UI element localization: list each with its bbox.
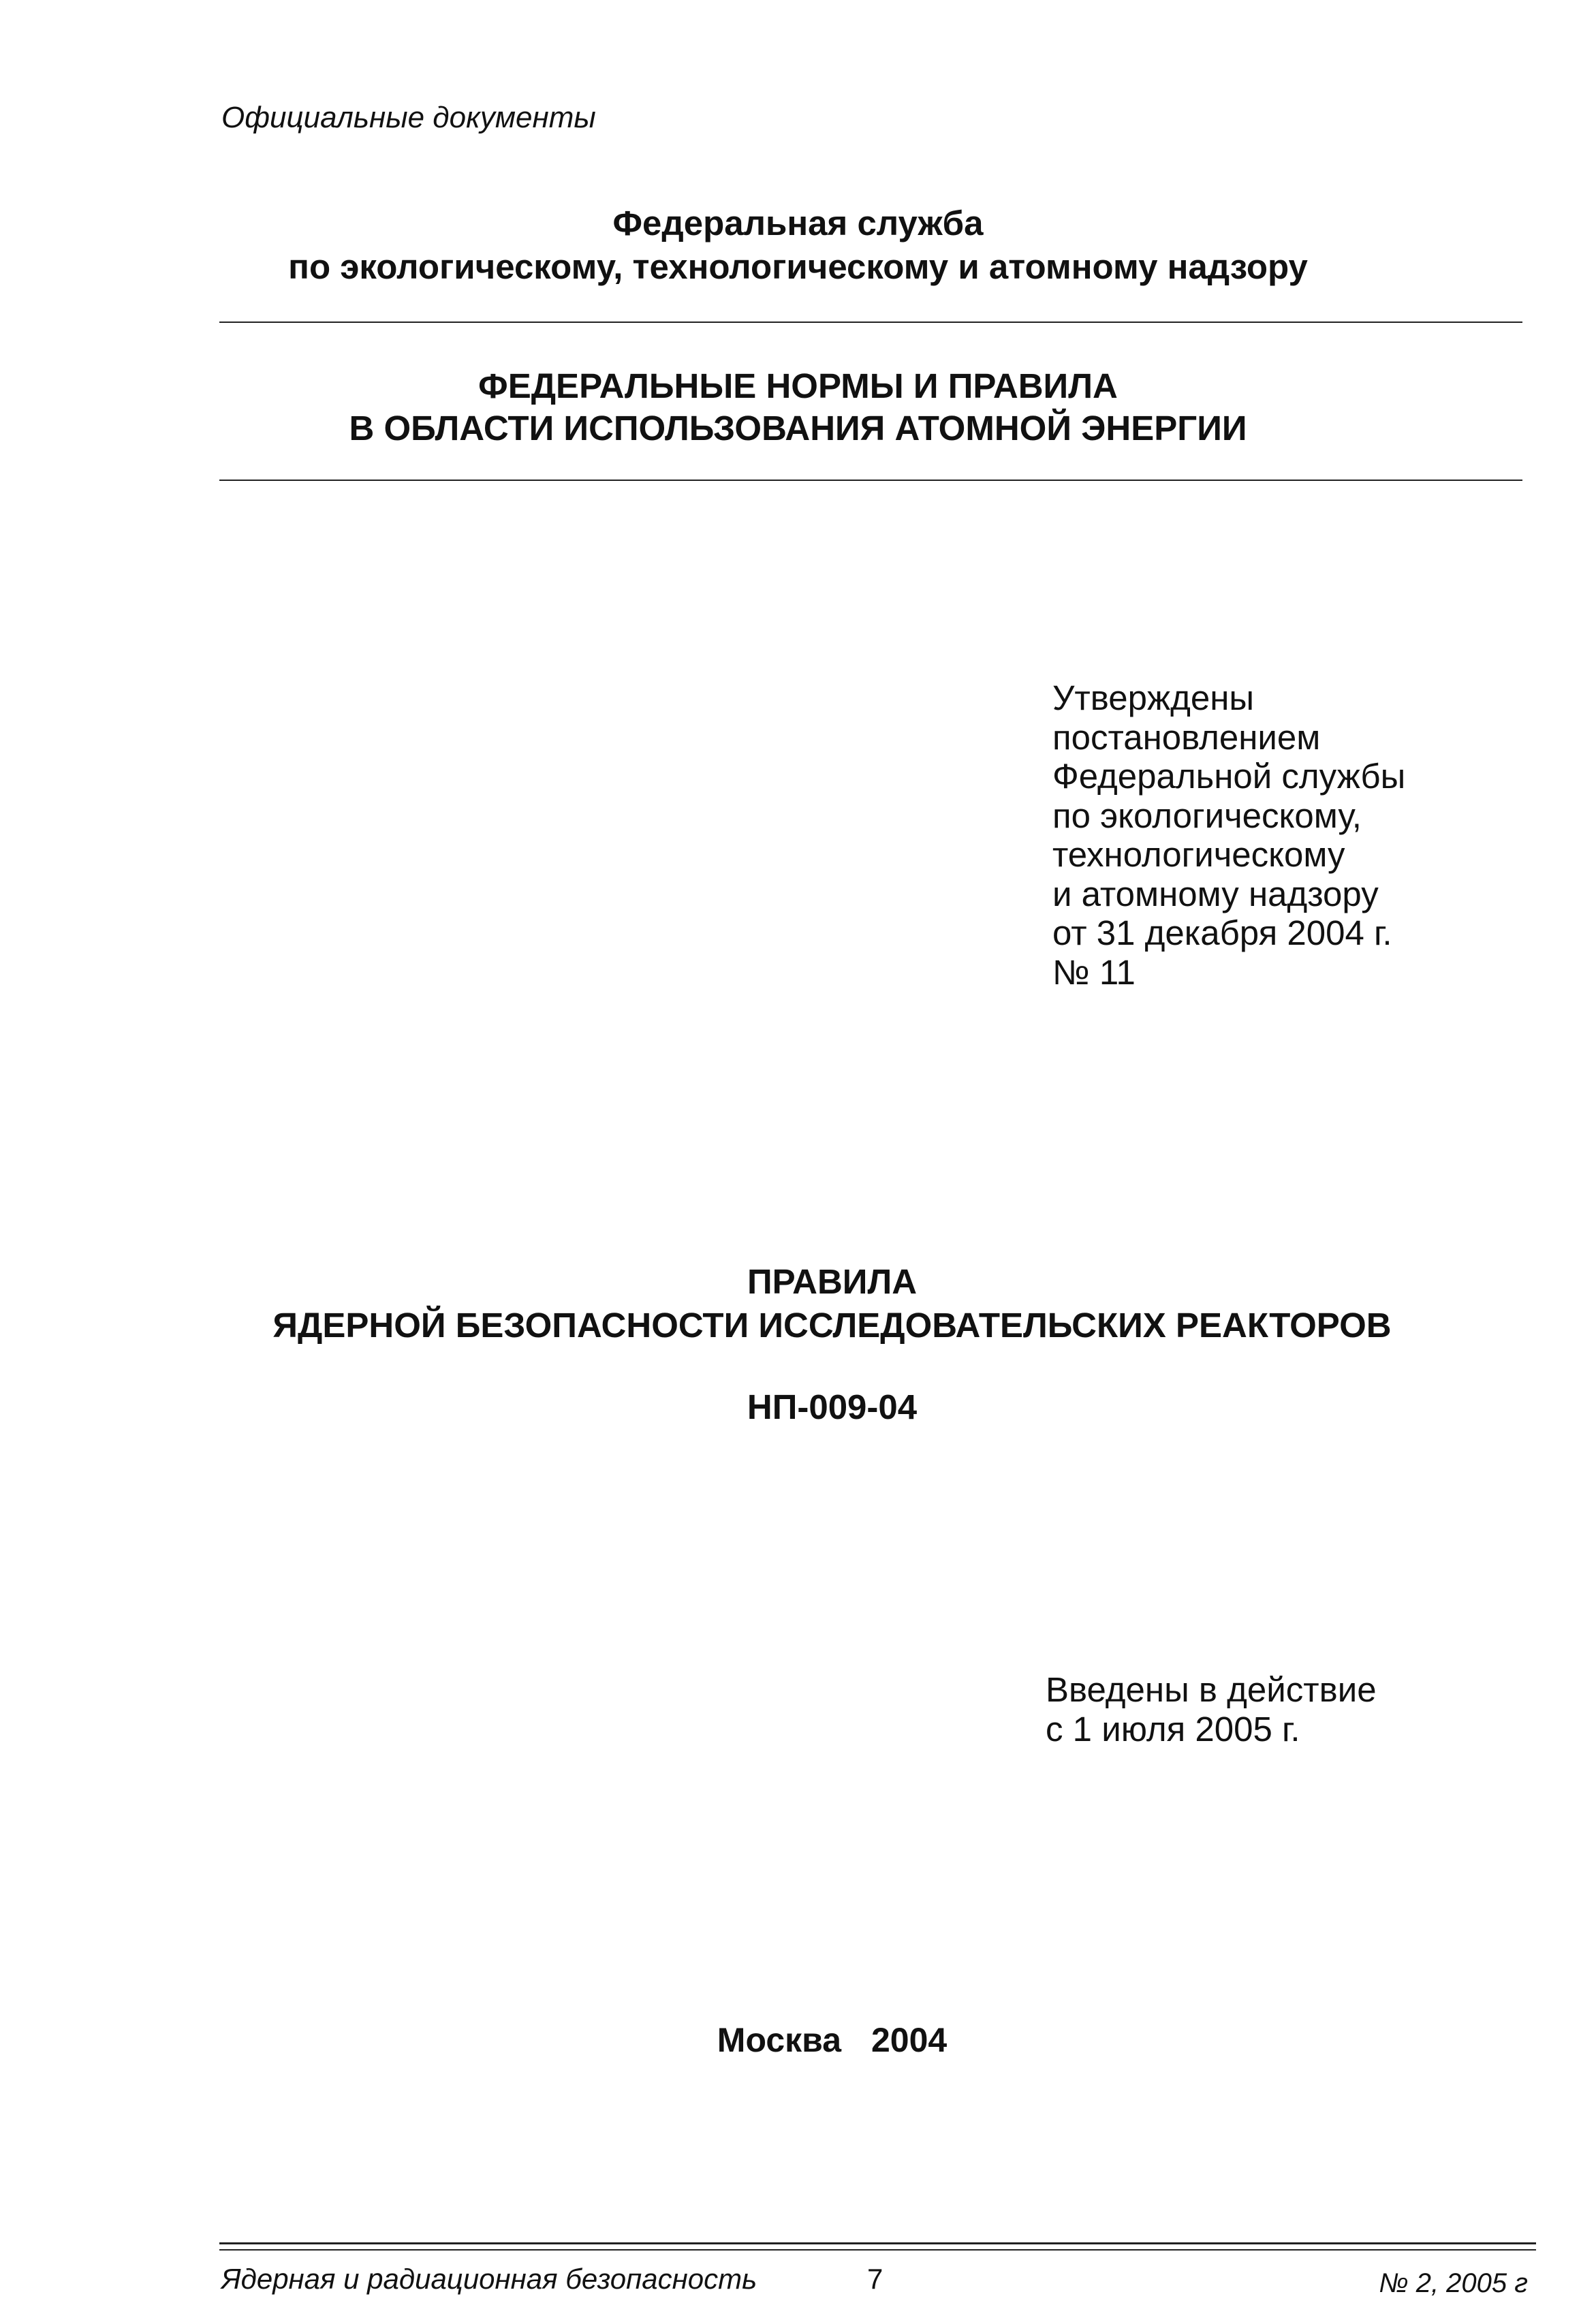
document-code: НП-009-04 (747, 1388, 918, 1426)
approval-line: по экологическому, (1052, 796, 1362, 835)
effective-line-2: с 1 июля 2005 г. (1046, 1710, 1300, 1749)
approval-line: Федеральной службы (1052, 757, 1406, 796)
agency-line-2: по экологическому, технологическому и атомному надзору (288, 247, 1308, 286)
title-line-1: ПРАВИЛА (747, 1262, 918, 1301)
approval-line: Утверждены (1052, 678, 1255, 717)
approval-line: постановлением (1052, 717, 1321, 757)
series-line-1: ФЕДЕРАЛЬНЫЕ НОРМЫ И ПРАВИЛА (478, 366, 1118, 405)
series-title (0, 365, 1596, 450)
approval-block (1052, 678, 1405, 992)
footer-divider (219, 2242, 1536, 2244)
effective-date-block (1046, 1670, 1377, 1749)
footer-page-number: 7 (867, 2263, 883, 2295)
footer-journal: Ядерная и радиационная безопасность (221, 2263, 757, 2295)
effective-line-1: Введены в действие (1046, 1670, 1377, 1709)
divider-bottom (219, 480, 1522, 481)
divider-top (219, 322, 1522, 323)
document-title (0, 1260, 1596, 1347)
agency-line-1: Федеральная служба (612, 204, 984, 242)
approval-line: и атомному надзору (1052, 874, 1379, 913)
footer-divider-secondary (219, 2249, 1536, 2251)
approval-line: № 11 (1052, 952, 1136, 992)
title-line-2: ЯДЕРНОЙ БЕЗОПАСНОСТИ ИССЛЕДОВАТЕЛЬСКИХ РЕАКТОРОВ (272, 1306, 1392, 1345)
approval-line: технологическому (1052, 835, 1345, 874)
place-year (0, 2020, 1596, 2060)
place-year-value: 2004 (871, 2021, 948, 2059)
place-city: Москва (717, 2021, 842, 2059)
header-label: Официальные документы (221, 101, 596, 134)
series-line-2: В ОБЛАСТИ ИСПОЛЬЗОВАНИЯ АТОМНОЙ ЭНЕРГИИ (349, 409, 1247, 448)
agency-name (0, 202, 1596, 289)
approval-line: от 31 декабря 2004 г. (1052, 913, 1392, 952)
footer-issue: № 2, 2005 г (1379, 2268, 1528, 2298)
